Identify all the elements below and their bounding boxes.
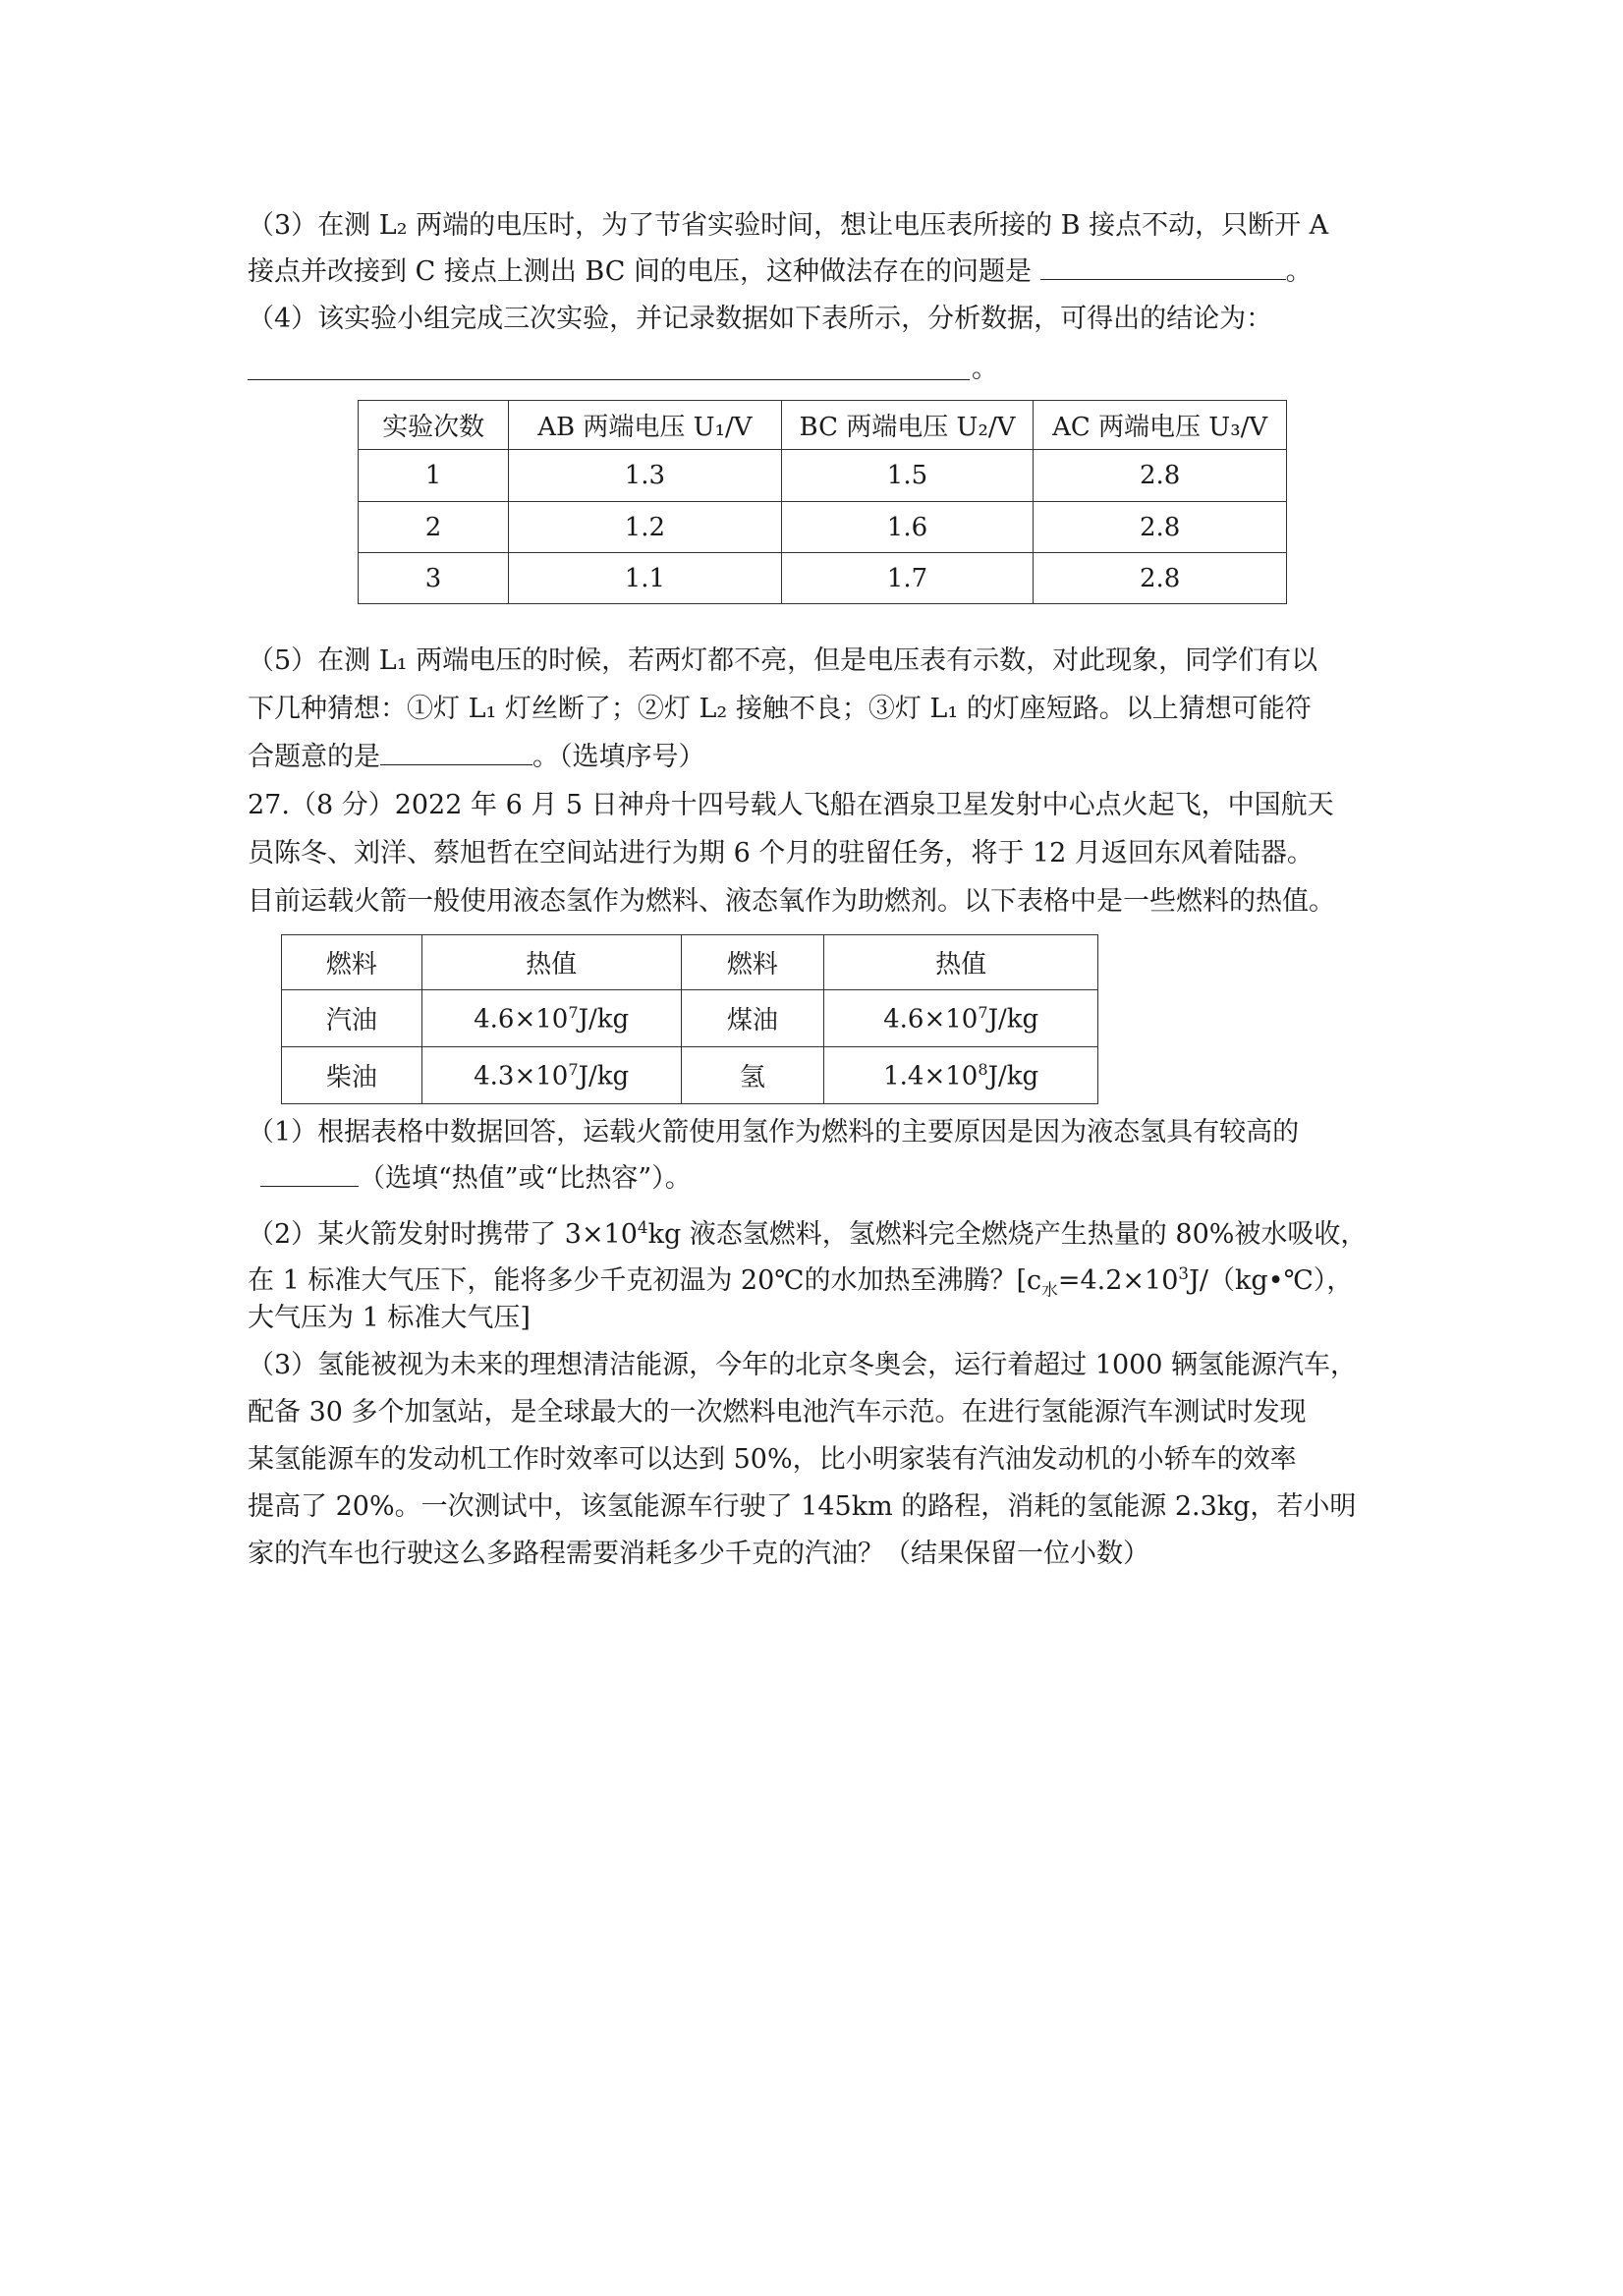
q27-part2-line2-exp: 3: [1178, 1263, 1190, 1283]
fuel-table-header: 燃料: [681, 935, 824, 990]
q26-part4-end: 。: [972, 354, 998, 384]
voltage-table-cell: 1.6: [781, 502, 1034, 553]
voltage-table-row: [359, 450, 1287, 502]
q26-part3-line1: （3）在测 L₂ 两端的电压时，为了节省实验时间，想让电压表所接的 B 接点不动，只断开 A: [248, 210, 1329, 241]
voltage-table-cell: 1: [359, 450, 509, 502]
heat-value-exponent: 7: [568, 1002, 579, 1022]
heat-value-cell: [421, 990, 681, 1047]
fuel-name-cell: 煤油: [681, 990, 824, 1047]
fuel-table-header: 燃料: [282, 935, 422, 990]
fuel-heat-value-table: [281, 934, 1098, 1104]
voltage-table-row: [359, 553, 1287, 604]
fuel-table-header: 热值: [824, 935, 1098, 990]
voltage-data-table: [358, 400, 1287, 604]
heat-value-exponent: 7: [568, 1059, 579, 1079]
q27-part3-line4: 提高了 20%。一次测试中，该氢能源车行驶了 145km 的路程，消耗的氢能源 2.3kg，若小明: [248, 1491, 1357, 1522]
voltage-table-header: AB 两端电压 U₁/V: [509, 401, 782, 450]
q27-part1-answer-blank[interactable]: [260, 1160, 359, 1187]
heat-value-unit: J/kg: [578, 1004, 630, 1035]
q26-part5-answer-blank[interactable]: [380, 739, 532, 765]
fuel-table-header: 热值: [421, 935, 681, 990]
q27-part3-line2: 配备 30 多个加氢站，是全球最大的一次燃料电池汽车示范。在进行氢能源汽车测试时发现: [248, 1397, 1307, 1428]
q27-intro-line3: 目前运载火箭一般使用液态氢作为燃料、液态氧作为助燃剂。以下表格中是一些燃料的热值。: [248, 886, 1335, 917]
voltage-table-row: [359, 502, 1287, 553]
q26-part5-line3-end: 。（选填序号）: [532, 742, 705, 772]
voltage-table-cell: 1.5: [781, 450, 1034, 502]
q27-intro-line2: 员陈冬、刘洋、蔡旭哲在空间站进行为期 6 个月的驻留任务，将于 12 月返回东风着陆器。: [248, 838, 1314, 868]
heat-value-cell: [824, 1047, 1098, 1104]
fuel-name-cell: 氢: [681, 1047, 824, 1104]
fuel-name-cell: 柴油: [282, 1047, 422, 1104]
q27-part3-line1: （3）氢能被视为未来的理想清洁能源，今年的北京冬奥会，运行着超过 1000 辆氢能源汽车，: [248, 1350, 1358, 1380]
heat-value-cell: [824, 990, 1098, 1047]
heat-value-unit: J/kg: [987, 1061, 1039, 1092]
q26-part5-line3-text: 合题意的是: [248, 742, 380, 772]
fuel-table-header-row: [282, 935, 1098, 990]
voltage-table-cell: 1.1: [509, 553, 782, 604]
voltage-table-header-row: [359, 401, 1287, 450]
q27-part2-line2-a: 在 1 标准大气压下，能将多少千克初温为 20℃的水加热至沸腾？[c: [248, 1265, 1042, 1296]
q27-part3-line3: 某氢能源车的发动机工作时效率可以达到 50%，比小明家装有汽油发动机的小轿车的效率: [248, 1444, 1297, 1475]
q26-part4-answer-blank[interactable]: [248, 379, 970, 380]
q27-part2-line2-c: J/（kg•℃），: [1189, 1265, 1354, 1296]
q27-part2-line1-exp: 4: [637, 1217, 648, 1237]
q27-part3-line5: 家的汽车也行驶这么多路程需要消耗多少千克的汽油？（结果保留一位小数）: [248, 1539, 1149, 1569]
voltage-table-cell: 2.8: [1034, 502, 1287, 553]
q27-intro-line1: 27.（8 分）2022 年 6 月 5 日神舟十四号载人飞船在酒泉卫星发射中心点火起飞，中国航天: [248, 790, 1334, 820]
q27-part2-line3: 大气压为 1 标准大气压]: [248, 1303, 531, 1333]
voltage-table-cell: 1.2: [509, 502, 782, 553]
voltage-table-cell: 1.3: [509, 450, 782, 502]
heat-value-exponent: 8: [978, 1059, 988, 1079]
fuel-name-cell: 汽油: [282, 990, 422, 1047]
heat-value-unit: J/kg: [987, 1004, 1039, 1035]
voltage-table-header: 实验次数: [359, 401, 509, 450]
voltage-table-cell: 2.8: [1034, 450, 1287, 502]
q27-part2-line1-a: （2）某火箭发射时携带了 3×10: [248, 1219, 638, 1250]
q26-part5-line1: （5）在测 L₁ 两端电压的时候，若两灯都不亮，但是电压表有示数，对此现象，同学们有以: [248, 645, 1318, 676]
voltage-table-cell: 1.7: [781, 553, 1034, 604]
q27-part2-line2-sub: 水: [1041, 1279, 1058, 1300]
heat-value-mantissa: 4.6×10: [474, 1004, 569, 1035]
heat-value-cell: [421, 1047, 681, 1104]
voltage-table-cell: 2.8: [1034, 553, 1287, 604]
q26-part3-line2-text: 接点并改接到 C 接点上测出 BC 间的电压，这种做法存在的问题是: [248, 256, 1040, 287]
q27-part1-line2: [260, 1159, 692, 1199]
q26-part4-line1: （4）该实验小组完成三次实验，并记录数据如下表所示，分析数据，可得出的结论为：: [248, 304, 1273, 334]
q27-part2-line1-b: kg 液态氢燃料，氢燃料完全燃烧产生热量的 80%被水吸收，: [647, 1219, 1368, 1250]
heat-value-mantissa: 4.3×10: [474, 1061, 569, 1092]
q26-part5-line2: 下几种猜想：①灯 L₁ 灯丝断了；②灯 L₂ 接触不良；③灯 L₁ 的灯座短路。以上猜想可能符: [248, 694, 1312, 724]
heat-value-exponent: 7: [978, 1002, 988, 1022]
fuel-table-row: [282, 990, 1098, 1047]
q26-part3-answer-blank[interactable]: [1040, 253, 1286, 280]
q26-part5-line3: [248, 738, 705, 777]
q27-part1-line2-text: （选填“热值”或“比热容”）。: [359, 1163, 692, 1194]
heat-value-mantissa: 4.6×10: [883, 1004, 979, 1035]
heat-value-mantissa: 1.4×10: [883, 1061, 979, 1092]
q27-part2-line1: [248, 1207, 1367, 1255]
fuel-table-row: [282, 1047, 1098, 1104]
q27-part2-line2-b: =4.2×10: [1057, 1265, 1179, 1296]
voltage-table-header: BC 两端电压 U₂/V: [781, 401, 1034, 450]
voltage-table-cell: 2: [359, 502, 509, 553]
q26-part3-line2: [248, 252, 1313, 292]
q27-part1-line1: （1）根据表格中数据回答，运载火箭使用氢作为燃料的主要原因是因为液态氢具有较高的: [248, 1117, 1300, 1148]
voltage-table-cell: 3: [359, 553, 509, 604]
q26-part3-line2-end: 。: [1285, 256, 1313, 287]
voltage-table-header: AC 两端电压 U₃/V: [1034, 401, 1287, 450]
heat-value-unit: J/kg: [578, 1061, 630, 1092]
